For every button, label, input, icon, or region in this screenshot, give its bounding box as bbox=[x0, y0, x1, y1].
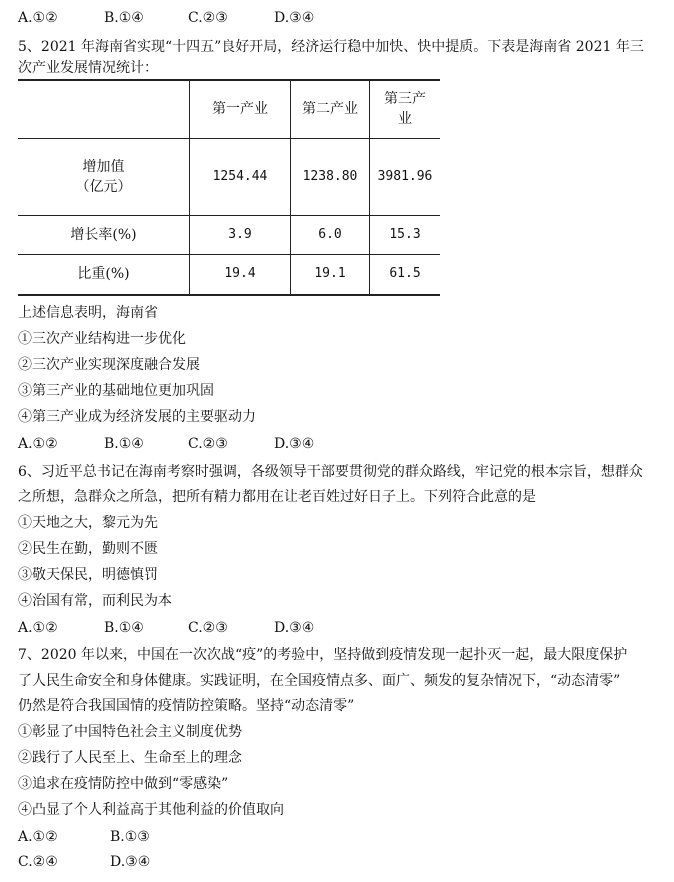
q5-stem-line2: 次产业发展情况统计： bbox=[18, 60, 158, 76]
q6-option-c[interactable]: C.②③ bbox=[188, 620, 228, 636]
option-a[interactable]: A.①② bbox=[18, 10, 58, 26]
cell-value-tertiary: 3981.96 bbox=[370, 138, 441, 215]
option-c[interactable]: C.②③ bbox=[188, 10, 228, 26]
q5-option-c[interactable]: C.②③ bbox=[188, 436, 228, 452]
header-tertiary-line2: 业 bbox=[398, 111, 412, 128]
q6-item-2: ②民生在勤，勤则不匮 bbox=[18, 541, 158, 557]
q7-stem-line3: 仍然是符合我国国情的疫情防控策略。坚持“动态清零” bbox=[18, 698, 355, 714]
cell-share-secondary: 19.1 bbox=[291, 254, 370, 295]
q7-option-b[interactable]: B.①③ bbox=[110, 829, 150, 845]
q6-item-3: ③敬天保民，明德慎罚 bbox=[18, 567, 158, 583]
q7-item-4: ④凸显了个人利益高于其他利益的价值取向 bbox=[18, 802, 284, 818]
row-label-value-added bbox=[18, 138, 190, 215]
q7-stem-line1: 7、2020 年以来，中国在一次次战“疫”的考验中，坚持做到疫情发现一起扑灭一起，最大限度保护 bbox=[18, 647, 628, 663]
cell-growth-primary: 3.9 bbox=[190, 215, 291, 254]
q6-stem-line2: 之所想，急群众之所急，把所有精力都用在让老百姓过好日子上。下列符合此意的是 bbox=[18, 489, 536, 505]
header-tertiary-line1: 第三产 bbox=[384, 91, 426, 108]
q5-lead: 上述信息表明，海南省 bbox=[18, 305, 158, 321]
cell-share-tertiary: 61.5 bbox=[370, 254, 441, 295]
q7-item-2: ②践行了人民至上、生命至上的理念 bbox=[18, 750, 242, 766]
q6-item-1: ①天地之大，黎元为先 bbox=[18, 515, 158, 531]
q5-item-2: ②三次产业实现深度融合发展 bbox=[18, 357, 200, 373]
q6-stem-line1: 6、习近平总书记在海南考察时强调，各级领导干部要贯彻党的群众路线，牢记党的根本宗旨，想群众 bbox=[18, 464, 643, 480]
q5-stats-table bbox=[18, 79, 440, 296]
row-label-growth: 增长率(%) bbox=[18, 215, 190, 254]
q5-stem-line1: 5、2021 年海南省实现“十四五”良好开局，经济运行稳中加快、快中提质。下表是海南省 2021 年三 bbox=[18, 39, 644, 55]
q6-option-d[interactable]: D.③④ bbox=[274, 620, 315, 636]
row-label-value-added-line2: （亿元） bbox=[75, 178, 132, 195]
q5-option-a[interactable]: A.①② bbox=[18, 436, 58, 452]
q5-item-4: ④第三产业成为经济发展的主要驱动力 bbox=[18, 409, 256, 425]
cell-growth-secondary: 6.0 bbox=[291, 215, 370, 254]
table-corner-cell bbox=[18, 80, 190, 138]
q7-stem-line2: 了人民生命安全和身体健康。实践证明，在全国疫情点多、面广、频发的复杂情况下，“动态清零” bbox=[18, 673, 621, 689]
q5-item-3: ③第三产业的基础地位更加巩固 bbox=[18, 383, 214, 399]
table-header-tertiary bbox=[370, 80, 441, 138]
q5-option-d[interactable]: D.③④ bbox=[274, 436, 315, 452]
q5-item-1: ①三次产业结构进一步优化 bbox=[18, 331, 186, 347]
cell-growth-tertiary: 15.3 bbox=[370, 215, 441, 254]
table-header-primary: 第一产业 bbox=[190, 80, 291, 138]
option-b[interactable]: B.①④ bbox=[104, 10, 144, 26]
q5-option-b[interactable]: B.①④ bbox=[104, 436, 144, 452]
q6-option-b[interactable]: B.①④ bbox=[104, 620, 144, 636]
q7-option-d[interactable]: D.③④ bbox=[110, 854, 151, 870]
q7-option-c[interactable]: C.②④ bbox=[18, 854, 58, 870]
row-label-value-added-line1: 增加值 bbox=[82, 158, 125, 175]
table-header-secondary: 第二产业 bbox=[291, 80, 370, 138]
cell-share-primary: 19.4 bbox=[190, 254, 291, 295]
q7-option-a[interactable]: A.①② bbox=[18, 829, 58, 845]
option-d[interactable]: D.③④ bbox=[274, 10, 315, 26]
row-label-share: 比重(%) bbox=[18, 254, 190, 295]
q7-item-3: ③追求在疫情防控中做到“零感染” bbox=[18, 776, 229, 792]
cell-value-secondary: 1238.80 bbox=[291, 138, 370, 215]
q6-item-4: ④治国有常，而利民为本 bbox=[18, 593, 172, 609]
cell-value-primary: 1254.44 bbox=[190, 138, 291, 215]
q7-item-1: ①彰显了中国特色社会主义制度优势 bbox=[18, 724, 242, 740]
q6-option-a[interactable]: A.①② bbox=[18, 620, 58, 636]
